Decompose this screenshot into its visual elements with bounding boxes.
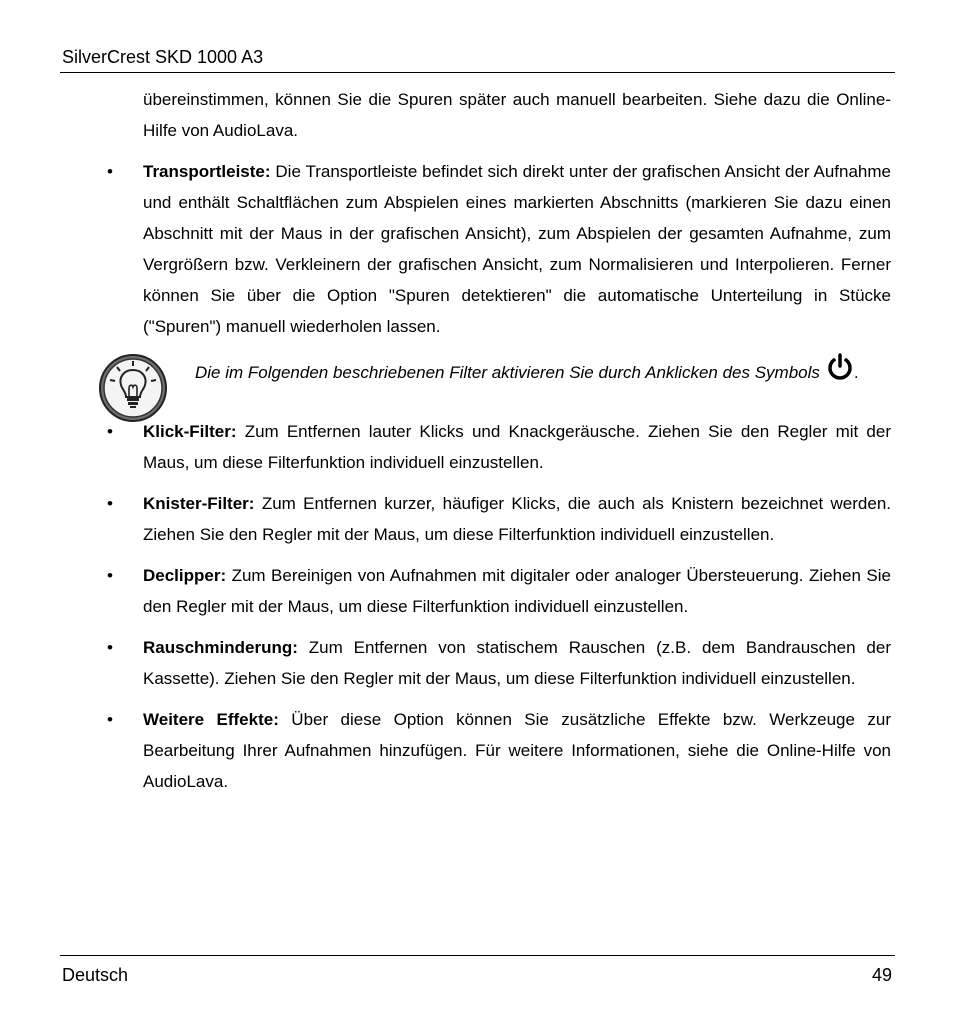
bullet-marker: • — [107, 494, 113, 513]
footer-rule — [60, 955, 895, 956]
note-sentence: Die im Folgenden beschriebenen Filter aktivieren Sie durch Anklicken des Symbols — [195, 363, 820, 382]
description-rauschminderung: Zum Entfernen von statischem Rauschen (z.B. dem Bandrauschen der Kassette). Ziehen Sie den Regler mit der Maus, um diese Filterfunktion individuell einzustellen. — [143, 638, 891, 688]
header-rule — [60, 72, 895, 73]
bullet-marker: • — [107, 162, 113, 181]
term-klick-filter: Klick-Filter: — [143, 422, 237, 441]
description-declipper: Zum Bereinigen von Aufnahmen mit digitaler oder analoger Übersteuerung. Ziehen Sie den Regler mit der Maus, um diese Filterfunktion individuell einzustellen. — [143, 566, 891, 616]
list-item-transportleiste — [107, 156, 891, 342]
power-icon — [825, 352, 855, 382]
bullet-marker: • — [107, 710, 113, 729]
list-item-knister-filter — [107, 488, 891, 550]
note-box — [143, 352, 891, 416]
intro-paragraph: übereinstimmen, können Sie die Spuren später auch manuell bearbeiten. Siehe dazu die Online-Hilfe von AudioLava. — [143, 90, 891, 140]
term-rauschminderung: Rauschminderung: — [143, 638, 298, 657]
note-text — [195, 352, 891, 388]
term-knister-filter: Knister-Filter: — [143, 494, 255, 513]
description-weitere-effekte: Über diese Option können Sie zusätzliche Effekte bzw. Werkzeuge zur Bearbeitung Ihrer Aufnahmen hinzufügen. Für weitere Informationen, siehe die Online-Hilfe von AudioLava. — [143, 710, 891, 791]
bullet-marker: • — [107, 638, 113, 657]
description-klick-filter: Zum Entfernen lauter Klicks und Knackgeräusche. Ziehen Sie den Regler mit der Maus, um diese Filterfunktion individuell einzustellen. — [143, 422, 891, 472]
page-number: 49 — [871, 965, 892, 985]
list-item-rauschminderung — [107, 632, 891, 694]
description-transportleiste: Die Transportleiste befindet sich direkt unter der grafischen Ansicht der Aufnahme und enthält Schaltflächen zum Abspielen eines markierten Abschnitts (markieren Sie dazu einen Abschnitt mit der Maus in der grafischen Ansicht), zum Abspielen der gesamten Aufnahme, zum Vergrößern bzw. Verkleinern der grafischen Ansicht, zum Normalisieren und Interpolieren. Ferner können Sie über die Option "Spuren detektieren" die automatische Unterteilung in Stücke ("Spuren") manuell wiederholen lassen. — [143, 162, 891, 336]
list-item-klick-filter — [107, 416, 891, 478]
footer-language: Deutsch — [62, 965, 129, 985]
term-declipper: Declipper: — [143, 566, 227, 585]
page-content — [107, 84, 891, 807]
page-header-title: SilverCrest SKD 1000 A3 — [62, 47, 264, 67]
note-suffix: . — [854, 363, 860, 382]
lightbulb-icon — [97, 352, 169, 424]
bullet-marker: • — [107, 422, 113, 441]
term-transportleiste: Transportleiste: — [143, 162, 271, 181]
term-weitere-effekte: Weitere Effekte: — [143, 710, 279, 729]
bullet-marker: • — [107, 566, 113, 585]
list-item-declipper — [107, 560, 891, 622]
description-knister-filter: Zum Entfernen kurzer, häufiger Klicks, die auch als Knistern bezeichnet werden. Ziehen Sie den Regler mit der Maus, um diese Filterfunktion individuell einzustellen. — [143, 494, 891, 544]
list-item-weitere-effekte — [107, 704, 891, 797]
